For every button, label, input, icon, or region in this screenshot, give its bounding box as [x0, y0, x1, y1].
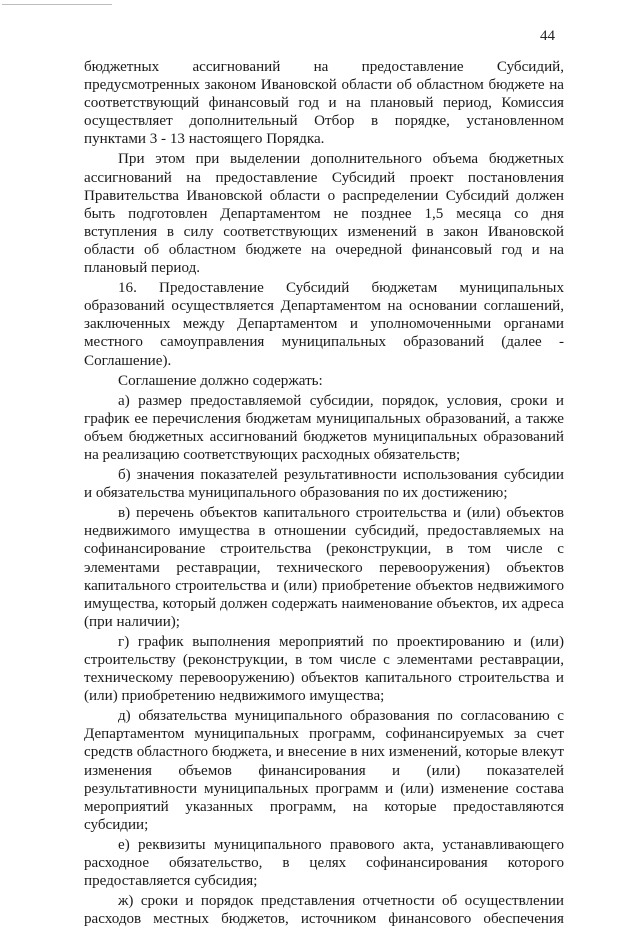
scan-edge-mark: [2, 4, 112, 11]
list-item-g: г) график выполнения мероприятий по проектированию и (или) строительству (реконструкции, в том числе с элементами реставрации, техническому перевооружению) объектов капитального строительства и (или) приобретению недвижимого имущества;: [84, 633, 564, 705]
list-item-zh: ж) сроки и порядок представления отчетности об осуществлении расходов местных бюджетов, источником финансового обеспечения: [84, 893, 564, 928]
list-item-d: д) обязательства муниципального образования по согласованию с Департаментом муниципальных программ, софинансируемых за счет средств областного бюджета, и внесение в них изменений, которые влекут изменения объемов финансирования и (или) показателей результативности муниципальных программ и (или) изменение состава мероприятий указанных программ, на которые предоставляются субсидии;: [84, 708, 564, 833]
list-item-v: в) перечень объектов капитального строительства и (или) объектов недвижимого имущества в отношении субсидий, предоставляемых на софинансирование строительства (реконструкции, в том числе с элементами реставрации, технического перевооружения) объектов капитального строительства и (или) приобретение объектов недвижимого имущества, который должен содержать наименование объектов, их адреса (при наличии);: [84, 505, 564, 630]
list-item-a: а) размер предоставляемой субсидии, порядок, условия, сроки и график ее перечисления бюджетам муниципальных образований, а также объем бюджетных ассигнований бюджетов муниципальных образований на реализацию соответствующих расходных обязательств;: [84, 392, 564, 463]
paragraph-16-subsidy-provision: 16. Предоставление Субсидий бюджетам муниципальных образований осуществляется Департаментом на основании соглашений, заключенных между Департаментом и уполномоченными органами местного самоуправления муниципальных образований (далее - Соглашение).: [84, 280, 564, 369]
paragraph-additional-volume: При этом при выделении дополнительного объема бюджетных ассигнований на предоставление Субсидий проект постановления Правительства Ивановской области о распределении Субсидий должен быть подготовлен Департаментом не позднее 1,5 месяца со дня вступления в силу соответствующих изменений в закон Ивановской области об областном бюджете на очередной финансовый год и на плановый период.: [84, 151, 564, 277]
list-item-e: е) реквизиты муниципального правового акта, устанавливающего расходное обязательство, в целях софинансирования которого предоставляется субсидия;: [84, 836, 564, 890]
document-body: [84, 58, 564, 930]
list-item-b: б) значения показателей результативности использования субсидии и обязательства муниципального образования по их достижению;: [84, 467, 564, 502]
paragraph-agreement-contents: Соглашение должно содержать:: [118, 372, 323, 389]
page-number: 44: [540, 28, 555, 44]
paragraph-budget-allocations: бюджетных ассигнований на предоставление Субсидий, предусмотренных законом Ивановской области об областном бюджете на соответствующий финансовый год и на плановый период, Комиссия осуществляет дополнительный Отбор в порядке, установленном пунктами 3 - 13 настоящего Порядка.: [84, 59, 564, 148]
